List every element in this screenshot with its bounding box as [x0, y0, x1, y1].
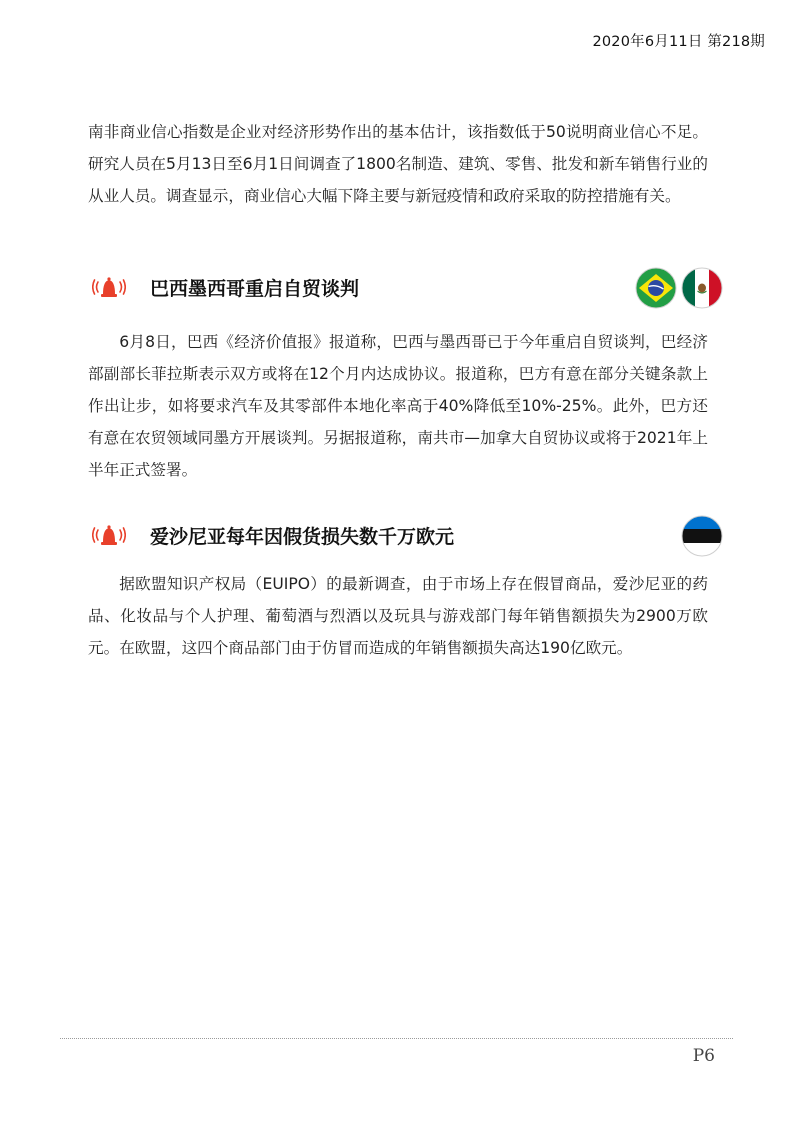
page-number: P6 [692, 1046, 715, 1066]
section-header-brazil-mexico [88, 264, 723, 312]
intro-paragraph: 南非商业信心指数是企业对经济形势作出的基本估计，该指数低于50说明商业信心不足。研究人员在5月13日至6月1日间调查了1800名制造、建筑、零售、批发和新车销售行业的从业人员。调查显示，商业信心大幅下降主要与新冠疫情和政府采取的防控措施有关。 [88, 123, 708, 205]
issue-date: 2020年6月11日 第218期 [592, 34, 765, 50]
mexico-flag-icon [681, 267, 723, 309]
estonia-flag-icon [681, 515, 723, 557]
footer-divider [60, 1038, 733, 1039]
flag-group [635, 267, 723, 311]
alarm-bell-icon [92, 272, 126, 302]
brazil-mexico-paragraph: 6月8日，巴西《经济价值报》报道称，巴西与墨西哥已于今年重启自贸谈判，巴经济部副部长菲拉斯表示双方或将在12个月内达成协议。报道称，巴方有意在部分关键条款上作出让步，如将要求汽车及其零部件本地化率高于40%降低至10%-25%。此外，巴方还有意在农贸领域同墨方开展谈判。另据报道称，南共市—加拿大自贸协议或将于2021年上半年正式签署。 [88, 333, 708, 479]
section-header-estonia [88, 512, 723, 560]
brazil-flag-icon [635, 267, 677, 309]
section-title: 巴西墨西哥重启自贸谈判 [150, 278, 360, 300]
flag-group [681, 515, 723, 559]
alarm-bell-icon [92, 520, 126, 550]
section-title: 爱沙尼亚每年因假货损失数千万欧元 [150, 526, 455, 548]
estonia-paragraph: 据欧盟知识产权局（EUIPO）的最新调查，由于市场上存在假冒商品，爱沙尼亚的药品、化妆品与个人护理、葡萄酒与烈酒以及玩具与游戏部门每年销售额损失为2900万欧元。在欧盟，这四个商品部门由于仿冒而造成的年销售额损失高达190亿欧元。 [88, 575, 708, 657]
